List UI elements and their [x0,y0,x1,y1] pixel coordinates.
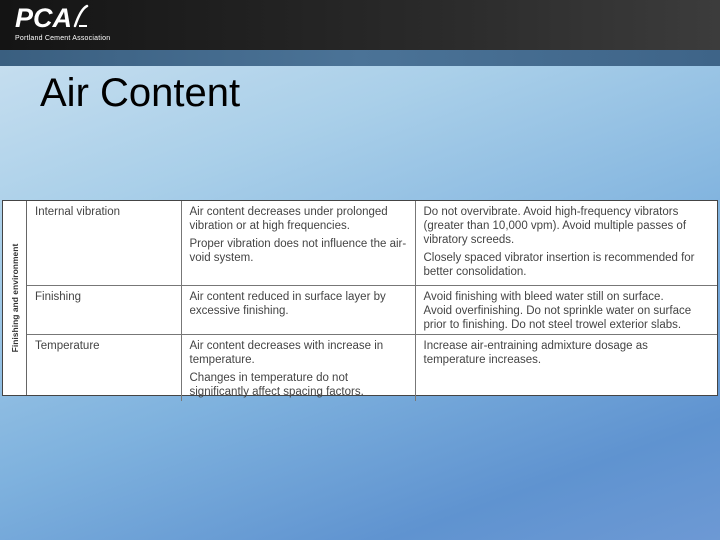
pca-logo [15,4,110,43]
factor-cell [27,334,181,401]
table-row [27,285,717,334]
effect-text: Air content decreases with increase in temperature. [189,339,384,366]
effect-cell [181,334,415,401]
logo-text: PCA [15,3,73,33]
factors-grid [27,201,717,401]
slide-title: Air Content [40,71,241,115]
air-content-table [2,200,718,396]
effect-text: Proper vibration does not influence the air-void system. [189,238,407,264]
side-label-text: Finishing and environment [10,243,20,353]
factor-label: Finishing [35,290,82,303]
guidance-cell [415,285,717,334]
guidance-text: Do not overvibrate. Avoid high-frequency vibrators (greater than 10,000 vpm). Avoid multiple passes of vibratory screeds. [423,206,687,246]
guidance-cell [415,201,717,285]
effect-text: Air content reduced in surface layer by excessive finishing. [189,290,386,317]
effect-cell [181,201,415,285]
factor-cell [27,285,181,334]
guidance-cell [415,334,717,401]
guidance-text: Avoid overfinishing. Do not sprinkle water on surface prior to finishing. Do not steel trowel exterior slabs. [423,304,692,331]
header-band [0,50,720,66]
guidance-text: Avoid finishing with bleed water still on surface. [423,290,664,303]
factor-label: Internal vibration [35,206,121,218]
factor-cell [27,201,181,285]
effect-text: Air content decreases under prolonged vibration or at high frequencies. [189,206,388,232]
factor-label: Temperature [35,339,100,352]
header-bar [0,0,720,50]
logo-swoosh-icon [53,4,91,30]
table-row [27,334,717,401]
guidance-text: Increase air-entraining admixture dosage as temperature increases. [423,339,648,366]
table-side-label [3,201,27,395]
guidance-text: Closely spaced vibrator insertion is recommended for better consolidation. [423,252,695,278]
logo-subtitle: Portland Cement Association [15,35,111,42]
effect-cell [181,285,415,334]
table-row [27,201,717,285]
effect-text: Changes in temperature do not significantly affect spacing factors. [189,371,364,398]
